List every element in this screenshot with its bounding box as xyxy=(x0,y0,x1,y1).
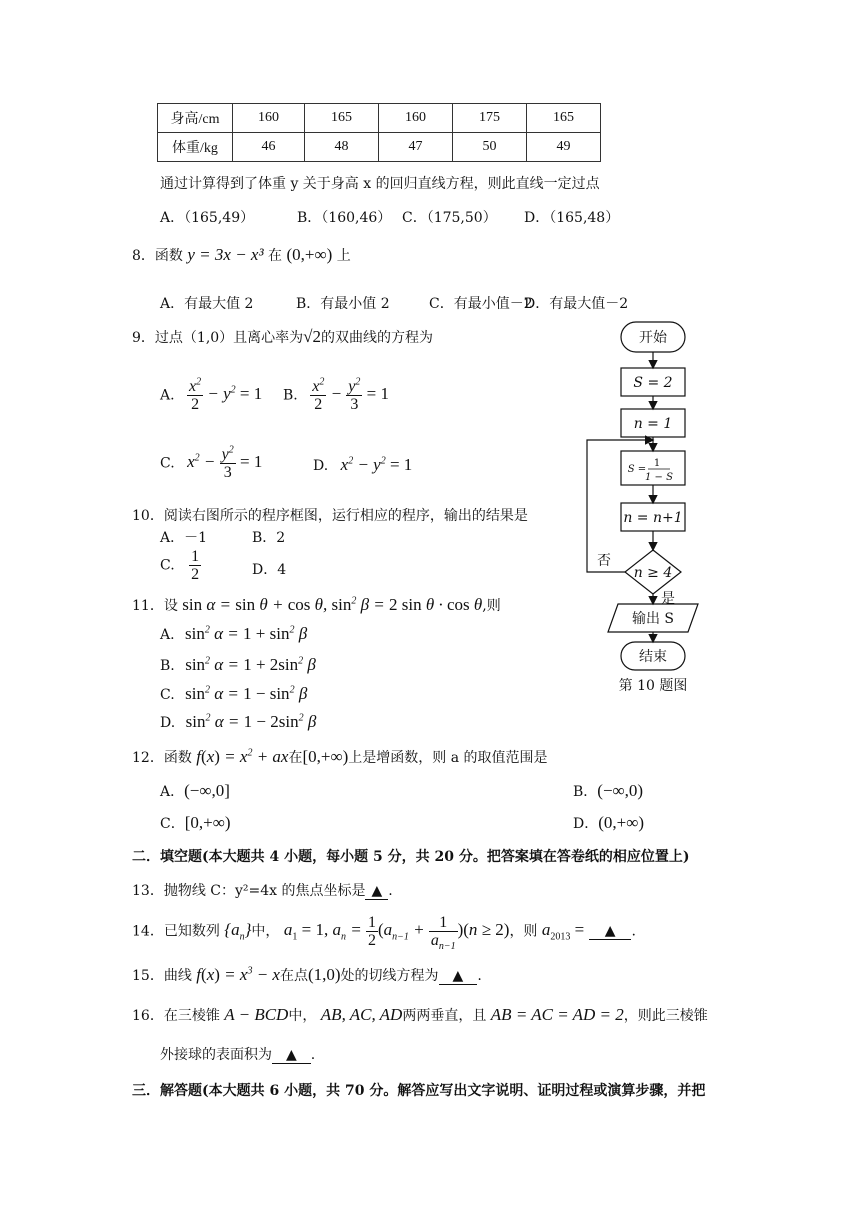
flow-s-update-numerator: 1 xyxy=(653,458,661,469)
q13-answer-blank[interactable]: ▲ xyxy=(365,883,388,900)
q15-mid: 在点 xyxy=(279,968,308,984)
section-3-heading: 三．解答题(本大题共 6 小题，共 70 分。解答应写出文字说明、证明过程或演算步骤，并把 xyxy=(132,1083,706,1099)
q15-number: 15．曲线 xyxy=(132,968,192,984)
q15-tail: 处的切线方程为 xyxy=(340,968,439,984)
q16-mid1: 中， xyxy=(288,1008,317,1024)
q10-option-a: A．－1 xyxy=(160,530,208,546)
q15-answer-blank[interactable]: ▲ xyxy=(439,968,478,985)
q15-point: (1,0) xyxy=(307,965,341,984)
q9-stem-b: 的双曲线的方程为 xyxy=(321,330,434,346)
q9-stem-a: 9．过点（1,0）且离心率为 xyxy=(132,330,304,346)
q9-d-eq: $x^2 - y^2 = 1$ xyxy=(340,455,413,474)
q11-option-b: B. $\sin^2 \alpha = 1 + 2\sin^2$ β xyxy=(160,655,316,674)
q12-function: $f(x) = x^2$ + ax xyxy=(196,747,289,766)
q14-number: 14．已知数列 xyxy=(132,923,220,940)
q16-tail: ，则此三棱锥 xyxy=(623,1008,708,1024)
flow-no-label: 否 xyxy=(597,553,611,569)
flow-n-init-label: n = 1 xyxy=(633,416,673,432)
q7-option-c: C．（175,50） xyxy=(402,210,497,226)
table-cell: 48 xyxy=(305,133,379,162)
q7-option-a: A．（165,49） xyxy=(160,210,255,226)
q15: 15．曲线 $f(x) = x^3 - x$在点(1,0)处的切线方程为 ▲ . xyxy=(132,965,482,984)
q12-label-b: B． xyxy=(573,784,598,800)
q10-label-c: C. xyxy=(160,557,175,574)
q7-option-d: D．（165,48） xyxy=(524,210,620,226)
q8-mid: 在 xyxy=(268,248,283,264)
q8-function: y = 3x − x³ xyxy=(187,245,264,264)
flow-s-init-label: S = 2 xyxy=(633,375,673,391)
q8-option-c: C．有最小值－2 xyxy=(429,296,533,312)
q10-stem: 10．阅读右图所示的程序框图，运行相应的程序，输出的结果是 xyxy=(132,508,528,524)
q10-option-b: B．2 xyxy=(252,530,286,546)
q16-answer-blank[interactable]: ▲ xyxy=(272,1047,311,1064)
q9-label-b: B. xyxy=(283,387,298,404)
q14-mid: 中， xyxy=(251,923,280,940)
q8-interval: (0,+∞) xyxy=(286,245,333,264)
q11-condition: sin α = sin θ + cos θ, $\sin^2 \beta = 2$ sin θ · cos θ xyxy=(182,595,483,614)
q16-equation: AB = AC = AD = 2 xyxy=(490,1005,624,1024)
q7-stem: 通过计算得到了体重 y 关于身高 x 的回归直线方程，则此直线一定过点 xyxy=(160,176,600,192)
table-cell: 175 xyxy=(453,104,527,133)
table-cell: 47 xyxy=(379,133,453,162)
q12-stem: 12．函数 $f(x) = x^2$ + ax在[0,+∞)上是增函数，则 a 的取值范围是 xyxy=(132,747,548,766)
q13-end: . xyxy=(388,883,393,899)
q11-option-a: A. $\sin^2 \alpha = 1 + \sin^2 \beta$ xyxy=(160,624,308,643)
q16-mid2: 两两垂直，且 xyxy=(402,1008,487,1024)
q11-label-c: C. xyxy=(160,687,175,703)
q8-tail: 上 xyxy=(336,248,351,264)
q12-tail: 上是增函数，则 a 的取值范围是 xyxy=(348,750,548,766)
q9-label-d: D. xyxy=(313,458,329,474)
q16-end: . xyxy=(310,1047,316,1063)
q12-mid: 在 xyxy=(288,750,303,766)
q11-tail: ,则 xyxy=(482,598,501,614)
q12-d-value: (0,+∞) xyxy=(598,813,645,832)
q14: 14．已知数列 $\{a_n\}$中， $a_1 = 1$, $a_n$ = $\frac{1}{2}$ ($a_{n-1}$ + $\frac{1}{a_{n-1}}$ )(n ≥ 2)，则 $a_{2013}$ = ▲ . xyxy=(132,914,636,953)
q13-stem: 13．抛物线 C：y²=4x 的焦点坐标是 xyxy=(132,883,366,899)
q12-label-a: A． xyxy=(160,784,185,800)
sqrt-2: √2 xyxy=(303,327,322,346)
q16-line2-text: 外接球的表面积为 xyxy=(160,1047,272,1063)
q10-option-c: C. $\frac{1}{2}$ xyxy=(160,548,200,583)
q11-option-d: D. $\sin^2 \alpha = 1 - 2\sin^2$ β xyxy=(160,712,317,731)
table-header-cell: 体重/kg xyxy=(158,133,233,162)
q16-edges: AB, AC, AD xyxy=(320,1005,403,1024)
q8-option-d: D．有最大值－2 xyxy=(524,296,629,312)
flow-condition-label: n ≥ 4 xyxy=(633,565,673,581)
q7-option-b: B．（160,46） xyxy=(297,210,392,226)
q11-label-a: A. xyxy=(160,627,175,643)
table-cell: 50 xyxy=(453,133,527,162)
q14-answer-blank[interactable]: ▲ xyxy=(589,923,632,940)
q12-b-value: (−∞,0) xyxy=(597,781,644,800)
flow-start-label: 开始 xyxy=(639,330,667,346)
section-2-heading: 二．填空题(本大题共 4 小题，每小题 5 分，共 20 分。把答案填在答卷纸的相应位置上) xyxy=(132,849,690,865)
table-cell: 160 xyxy=(379,104,453,133)
table-cell: 160 xyxy=(233,104,305,133)
q8-option-b: B．有最小值 2 xyxy=(296,296,390,312)
q12-c-value: [0,+∞) xyxy=(184,813,231,832)
q12-label-d: D． xyxy=(573,816,599,832)
flow-yes-label: 是 xyxy=(661,591,675,607)
q16-tetrahedron: A − BCD xyxy=(224,1005,289,1024)
flow-output-label: 输出 S xyxy=(631,611,675,627)
q12-a-value: (−∞,0] xyxy=(184,781,230,800)
table-cell: 49 xyxy=(527,133,601,162)
table-cell: 46 xyxy=(233,133,305,162)
q14-tail: ，则 xyxy=(509,923,538,940)
q8-option-a: A．有最大值 2 xyxy=(160,296,254,312)
q9-c-eq: $x^2$ − $\frac{y^2}{3}$ = 1 xyxy=(187,444,263,481)
flow-s-update-label: S = xyxy=(627,464,647,475)
table-cell: 165 xyxy=(305,104,379,133)
q11-label-d: D. xyxy=(160,715,176,731)
flow-s-update-denominator: 1 − S xyxy=(645,472,673,483)
q9-a-eq: $\frac{x^2}{2}$ − $y^2 = 1$ xyxy=(189,376,263,413)
flow-caption: 第 10 题图 xyxy=(618,678,688,694)
q14-end: . xyxy=(631,923,636,940)
table-cell: 165 xyxy=(527,104,601,133)
q11-label-b: B. xyxy=(160,658,175,674)
q12-label-c: C． xyxy=(160,816,185,832)
q15-end: . xyxy=(477,968,482,984)
q9-label-a: A. xyxy=(160,387,175,404)
q8-number: 8．函数 xyxy=(132,248,183,264)
q11-number: 11．设 xyxy=(132,598,178,614)
q11-option-c: C. $\sin^2 \alpha = 1 - \sin^2 \beta$ xyxy=(160,684,308,703)
table-header-cell: 身高/cm xyxy=(158,104,233,133)
q9-b-eq: $\frac{x^2}{2}$ − $\frac{y^2}{3}$ = 1 xyxy=(312,376,389,413)
q9-label-c: C. xyxy=(160,455,175,472)
flow-end-label: 结束 xyxy=(639,649,667,665)
q12-number: 12．函数 xyxy=(132,750,192,766)
q16-number: 16．在三棱锥 xyxy=(132,1008,220,1024)
flow-n-update-label: n = n+1 xyxy=(623,510,683,526)
q10-option-d: D．4 xyxy=(252,562,287,578)
